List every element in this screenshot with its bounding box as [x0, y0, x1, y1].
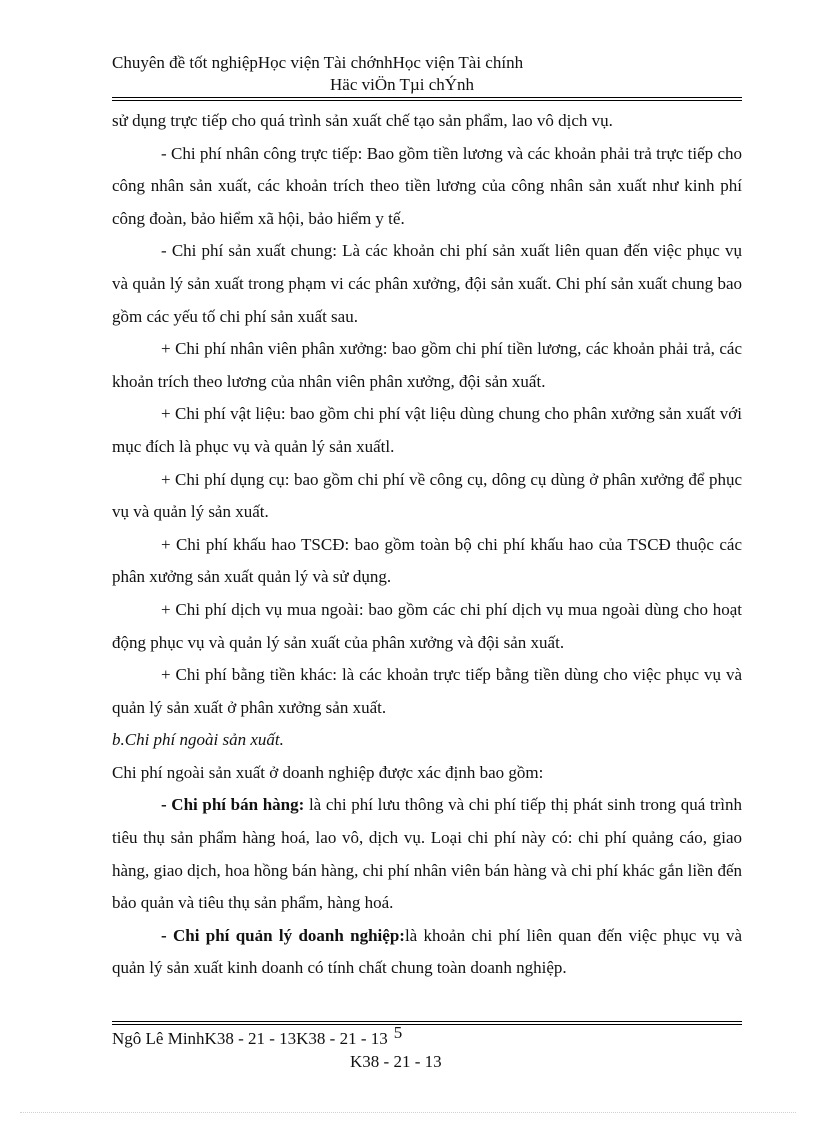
footer-author: Ngô Lê MinhK38 - 21 - 13K38 - 21 - 13 [112, 1029, 388, 1048]
paragraph: + Chi phí dịch vụ mua ngoài: bao gồm các chi phí dịch vụ mua ngoài dùng cho hoạt động phục vụ và quản lý sản xuất của phân xưởng và đội sản xuất. [112, 599, 742, 652]
page-header [112, 52, 742, 96]
paragraph [112, 789, 742, 919]
paragraph: + Chi phí nhân viên phân xưởng: bao gồm chi phí tiền lương, các khoản phải trả, các khoản trích theo lương của nhân viên phân xưởng, đội sản xuất. [112, 339, 742, 391]
term-label: - Chi phí bán hàng: [161, 795, 305, 815]
term-label: - Chi phí quản lý doanh nghiệp: [161, 925, 405, 945]
paragraph [112, 920, 742, 985]
page-bottom-divider [20, 1112, 796, 1113]
term-definition: là chi phí lưu thông và chi phí tiếp thị phát sinh trong quá trình tiêu thụ sản phẩm hàng hoá, lao vô, dịch vụ. Loại chi phí này có: chi phí quảng cáo, giao hàng, giao dịch, hoa hồng bán hàng, chi phí nhân viên bán hàng và chi phí khác gắn liền đến bảo quản và tiêu thụ sản phẩm, hàng hoá. [112, 795, 742, 913]
paragraph: sử dụng trực tiếp cho quá trình sản xuất chế tạo sản phẩm, lao vô dịch vụ. [112, 111, 613, 130]
paragraph: + Chi phí vật liệu: bao gồm chi phí vật liệu dùng chung cho phân xưởng sản xuất với mục đích là phục vụ và quản lý sản xuấtl. [112, 404, 742, 456]
footer-rule [112, 1021, 742, 1025]
paragraph: + Chi phí dụng cụ: bao gồm chi phí về công cụ, dông cụ dùng ở phân xưởng để phục vụ và quản lý sản xuất. [112, 469, 742, 522]
paragraph: - Chi phí nhân công trực tiếp: Bao gồm tiền lương và các khoản phải trả trực tiếp cho công nhân sản xuất, các khoản trích theo tiền lương của công nhân sản xuất như kinh phí công đoàn, bảo hiểm xã hội, bảo hiểm y tế. [112, 143, 742, 228]
paragraph: + Chi phí khấu hao TSCĐ: bao gồm toàn bộ chi phí khấu hao của TSCĐ thuộc các phân xưởng sản xuất quản lý và sử dụng. [112, 534, 742, 587]
footer-class-code: K38 - 21 - 13 [350, 1052, 442, 1071]
document-body [112, 105, 742, 985]
footer-line [112, 1023, 742, 1050]
paragraph: + Chi phí bằng tiền khác: là các khoản trực tiếp bằng tiền dùng cho việc phục vụ và quản lý sản xuất ở phân xưởng sản xuất. [112, 665, 742, 717]
paragraph: Chi phí ngoài sản xuất ở doanh nghiệp được xác định bao gồm: [112, 762, 544, 782]
header-title: Chuyên đề tốt nghiệpHọc viện Tài chớnhHọc viện Tài chính [112, 53, 524, 72]
section-heading: b.Chi phí ngoài sản xuất. [112, 730, 284, 750]
paragraph: - Chi phí sản xuất chung: Là các khoản chi phí sản xuất liên quan đến việc phục vụ và quản lý sản xuất trong phạm vi các phân xưởng, đội sản xuất. Chi phí sản xuất chung bao gồm các yếu tố chi phí sản xuất sau. [112, 241, 742, 326]
header-subtitle: Häc viÖn Tµi chÝnh [330, 75, 475, 94]
page-footer [112, 1023, 742, 1073]
header-rule [112, 97, 742, 101]
page-number: 5 [393, 1023, 403, 1042]
term-definition: là khoản chi phí liên quan đến việc phục vụ và quản lý sản xuất kinh doanh có tính chất chung toàn doanh nghiệp. [112, 925, 742, 978]
